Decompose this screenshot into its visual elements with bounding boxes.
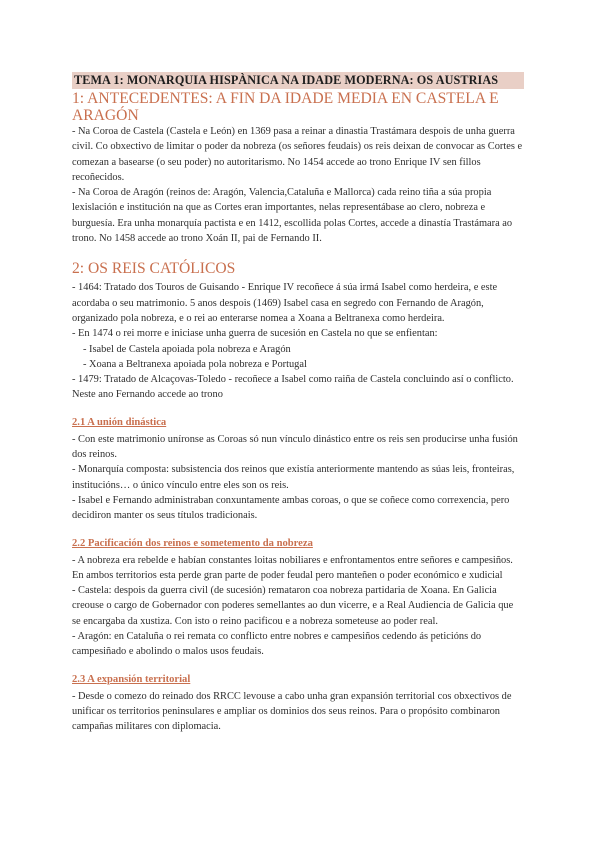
section-1-paragraph: - Na Coroa de Castela (Castela e León) en 1369 pasa a reinar a dinastia Trastámara despois de unha guerra civil. Co obxectivo de limitar o poder da nobreza (os señores feudais) os reis deixan de convocar as Cortes e comezan a basearse (o seu poder) no autoritarismo. No 1454 accede ao trono Enrique IV sen fillos recoñecidos. (72, 126, 523, 183)
document-title: TEMA 1: MONARQUIA HISPÀNICA NA IDADE MODERNA: OS AUSTRIAS (74, 73, 499, 87)
subsection-2-1-paragraph: - Isabel e Fernando administraban conxuntamente ambas coroas, o que se coñece como correxencia, pero decidiron manter os seus títulos tradicionais. (72, 494, 510, 522)
subsection-2-3-heading: 2.3 A expansión territorial (72, 673, 191, 685)
subsection-2-2-heading: 2.2 Pacificación dos reinos e sometemento da nobreza (72, 537, 313, 549)
section-2-heading: 2: OS REIS CATÓLICOS (72, 260, 236, 278)
section-2-paragraph: - 1464: Tratado dos Touros de Guisando - Enrique IV recoñece á súa irmá Isabel como herdeira, e este acordaba o seu matrimonio. 5 anos despois (1469) Isabel casa en segredo con Fernando de Aragón, organizado pola nobreza, e o rei ao enterarse nomea a Xoana a Beltranexa como herdeira. (72, 282, 498, 324)
subsection-2-1-paragraph: - Monarquía composta: subsistencia dos reinos que existía anteriormente mantendo as súas leis, fronteiras, institucións… o único vínculo entre eles son os reis. (72, 464, 515, 491)
subsection-2-2-paragraph: - Aragón: en Cataluña o rei remata co conflicto entre nobres e campesiños cedendo ás peticións do campesiñado e abolindo o malos usos feudais. (72, 631, 482, 658)
section-2-paragraph: - En 1474 o rei morre e iniciase unha guerra de sucesión en Castela no que se enfientan: (72, 328, 438, 340)
subsection-2-1-paragraph: - Con este matrimonio uníronse as Coroas só nun vínculo dinástico entre os reis sen producirse unha fusión dos reinos. (72, 433, 518, 461)
subsection-2-3-paragraph: - Desde o comezo do reinado dos RRCC levouse a cabo unha gran expansión territorial cos obxectivos de unificar os territorios peninsulares e ampliar os dominios dos seus reinos. Para o propósito combinaron campañas militares con diplomacia. (72, 690, 512, 733)
subsection-2-1-heading: 2.1 A unión dinástica (72, 416, 167, 428)
title-banner (72, 72, 524, 89)
section-2-paragraph: - 1479: Tratado de Alcaçovas-Toledo - recoñece a Isabel como raiña de Castela concluindo así o conflicto. Neste ano Fernando accede ao trono (72, 374, 514, 401)
subsection-2-2-paragraph: - A nobreza era rebelde e habían constantes loitas nobiliares e enfrontamentos entre señores e campesiños. En ambos territorios esta perde gran parte de poder feudal pero manteñen o poder económico e xudicial (72, 554, 513, 581)
document-page (72, 72, 524, 735)
section-1-paragraph: - Na Coroa de Aragón (reinos de: Aragón, Valencia,Cataluña e Mallorca) cada reino tiña a súa propia lexislación e institución na que as Cortes eran importantes, nelas representábase ao clero, nobreza e burguesía. Era unha monarquía pactista e en 1412, escollida polas Cortes, accede a dinastía Trastámara ao trono. No 1458 accede ao trono Xoán II, pai de Fernando II. (72, 187, 513, 245)
subsection-2-2-paragraph: - Castela: despois da guerra civil (de sucesión) remataron coa nobreza partidaria de Xoana. En Galicia creouse o cargo de Gobernador con poderes semellantes ao dun vicerre, e a Real Audiencia de Galicia que se encargaba da xustiza. Con isto o reino pacificou e a nobreza someteuse ao poder real. (72, 585, 514, 627)
section-1-heading: 1: ANTECEDENTES: A FIN DA IDADE MEDIA EN CASTELA E ARAGÓN (72, 90, 499, 124)
section-2-list-item: - Xoana a Beltranexa apoiada pola nobreza e Portugal (83, 358, 307, 370)
section-2-list-item: - Isabel de Castela apoiada pola nobreza e Aragón (83, 343, 291, 355)
